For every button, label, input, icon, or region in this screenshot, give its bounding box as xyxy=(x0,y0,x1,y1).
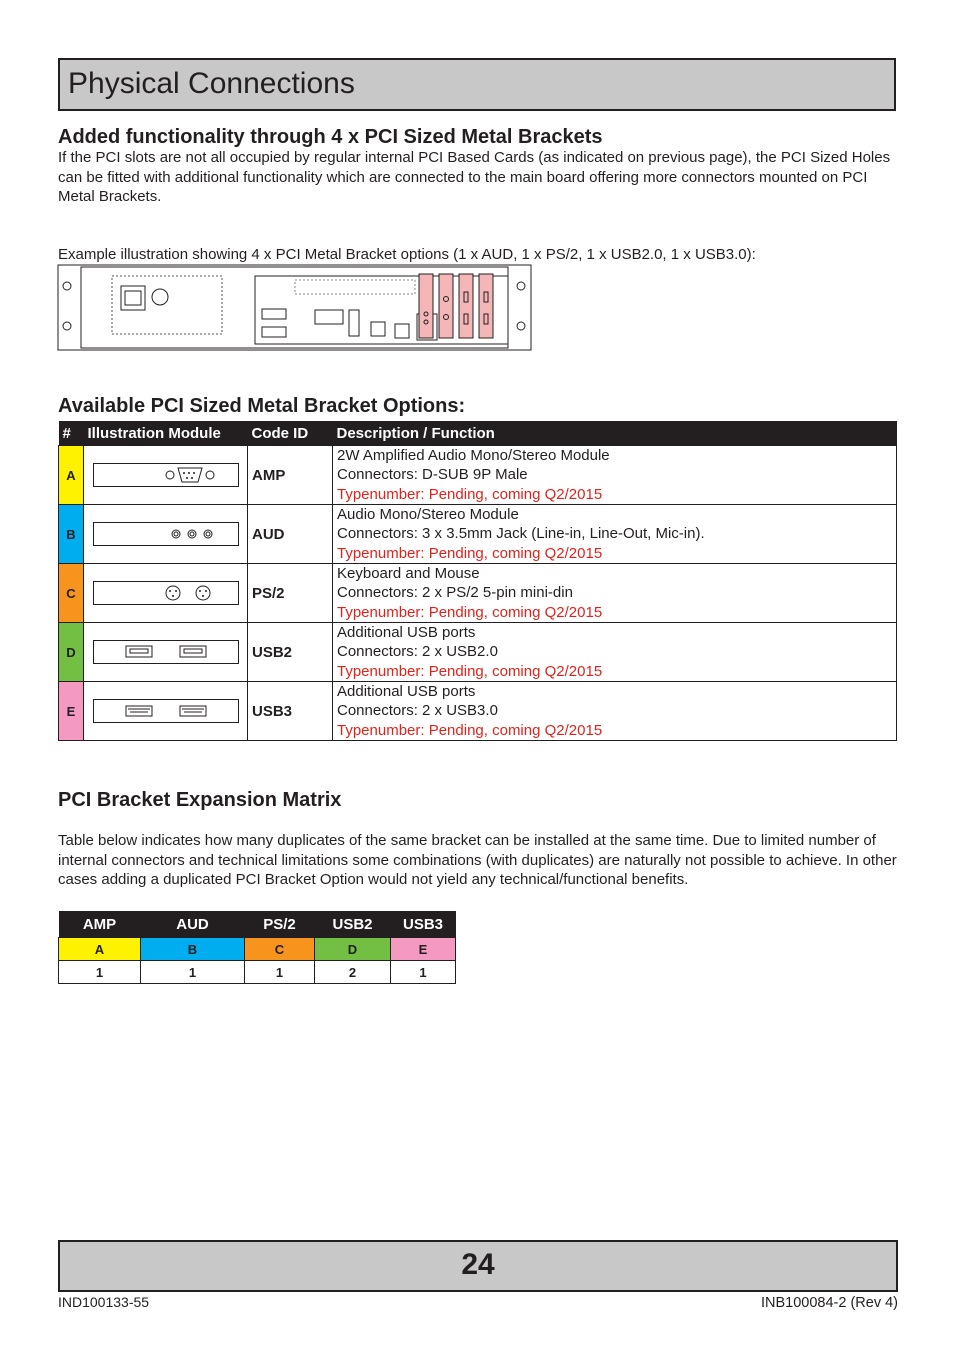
matrix-col-usb3: USB3 xyxy=(391,911,456,938)
row-desc-line1: Audio Mono/Stereo Module xyxy=(337,506,519,524)
row-desc-line2: Connectors: 3 x 3.5mm Jack (Line-in, Line-Out, Mic-in). xyxy=(337,525,705,543)
matrix-header-row xyxy=(59,911,456,938)
module-illustration xyxy=(84,446,248,505)
col-number: # xyxy=(59,421,84,446)
row-desc-line1: Keyboard and Mouse xyxy=(337,565,480,583)
row-desc-line2: Connectors: 2 x PS/2 5-pin mini-din xyxy=(337,584,573,602)
module-illustration xyxy=(84,682,248,741)
matrix-count: 1 xyxy=(245,961,315,984)
page-title: Physical Connections xyxy=(68,67,355,100)
col-illustration: Illustration Module xyxy=(84,421,248,446)
matrix-body: Table below indicates how many duplicates of the same bracket can be installed at the same time. Due to limited number of internal connectors and technical limitations some combinations (with duplicates) are naturally not possible to achieve. In other cases adding a duplicated PCI Bracket Option would not yield any technical/functional benefits. xyxy=(58,832,897,888)
matrix-letter: E xyxy=(391,938,456,961)
table-row xyxy=(59,446,897,505)
matrix-count: 1 xyxy=(141,961,245,984)
row-letter: B xyxy=(59,505,84,564)
row-desc-line2: Connectors: 2 x USB3.0 xyxy=(337,702,498,720)
matrix-count: 2 xyxy=(315,961,391,984)
expansion-matrix-table xyxy=(58,911,456,984)
table-row xyxy=(59,682,897,741)
example-caption: Example illustration showing 4 x PCI Metal Bracket options (1 x AUD, 1 x PS/2, 1 x USB2.0, 1 x USB3.0): xyxy=(58,246,756,263)
matrix-col-amp: AMP xyxy=(59,911,141,938)
row-desc-line2: Connectors: 2 x USB2.0 xyxy=(337,643,498,661)
matrix-col-ps2: PS/2 xyxy=(245,911,315,938)
matrix-letter-row xyxy=(59,938,456,961)
row-letter: A xyxy=(59,446,84,505)
page-header xyxy=(58,58,896,111)
row-letter: C xyxy=(59,564,84,623)
bracket-options-table xyxy=(58,421,897,741)
matrix-heading: PCI Bracket Expansion Matrix xyxy=(58,789,342,811)
page-number: 24 xyxy=(461,1248,495,1281)
row-status: Typenumber: Pending, coming Q2/2015 xyxy=(337,603,603,621)
section-body: If the PCI slots are not all occupied by regular internal PCI Based Cards (as indicated on previous page), the PCI Sized Holes can be fitted with additional functionality which are connected to the main board offering more connectors mounted on PCI Metal Brackets. xyxy=(58,149,891,205)
matrix-col-aud: AUD xyxy=(141,911,245,938)
doc-code-right: INB100084-2 (Rev 4) xyxy=(760,1295,898,1311)
matrix-count: 1 xyxy=(391,961,456,984)
row-status: Typenumber: Pending, coming Q2/2015 xyxy=(337,544,603,562)
matrix-count: 1 xyxy=(59,961,141,984)
table-row xyxy=(59,623,897,682)
row-status: Typenumber: Pending, coming Q2/2015 xyxy=(337,662,603,680)
matrix-col-usb2: USB2 xyxy=(315,911,391,938)
row-code: AMP xyxy=(248,446,333,505)
options-heading: Available PCI Sized Metal Bracket Options: xyxy=(58,395,466,417)
row-code: USB3 xyxy=(248,682,333,741)
row-code: USB2 xyxy=(248,623,333,682)
matrix-letter: B xyxy=(141,938,245,961)
matrix-letter: A xyxy=(59,938,141,961)
row-status: Typenumber: Pending, coming Q2/2015 xyxy=(337,485,603,503)
row-code: PS/2 xyxy=(248,564,333,623)
page-footer xyxy=(58,1240,898,1292)
matrix-letter: C xyxy=(245,938,315,961)
col-code: Code ID xyxy=(248,421,333,446)
row-desc-line1: 2W Amplified Audio Mono/Stereo Module xyxy=(337,447,610,465)
doc-code-left: IND100133-55 xyxy=(58,1294,150,1310)
table-header-row xyxy=(59,421,897,446)
section-heading: Added functionality through 4 x PCI Sized Metal Brackets xyxy=(58,126,603,148)
module-illustration xyxy=(84,564,248,623)
row-desc-line1: Additional USB ports xyxy=(337,683,476,701)
matrix-count-row xyxy=(59,961,456,984)
table-row xyxy=(59,564,897,623)
row-code: AUD xyxy=(248,505,333,564)
module-illustration xyxy=(84,505,248,564)
module-illustration xyxy=(84,623,248,682)
row-status: Typenumber: Pending, coming Q2/2015 xyxy=(337,721,603,739)
row-letter: D xyxy=(59,623,84,682)
row-letter: E xyxy=(59,682,84,741)
matrix-letter: D xyxy=(315,938,391,961)
col-description: Description / Function xyxy=(333,421,897,446)
row-desc-line1: Additional USB ports xyxy=(337,624,476,642)
table-row xyxy=(59,505,897,564)
rear-panel-illustration xyxy=(57,264,532,351)
row-desc-line2: Connectors: D-SUB 9P Male xyxy=(337,466,528,484)
